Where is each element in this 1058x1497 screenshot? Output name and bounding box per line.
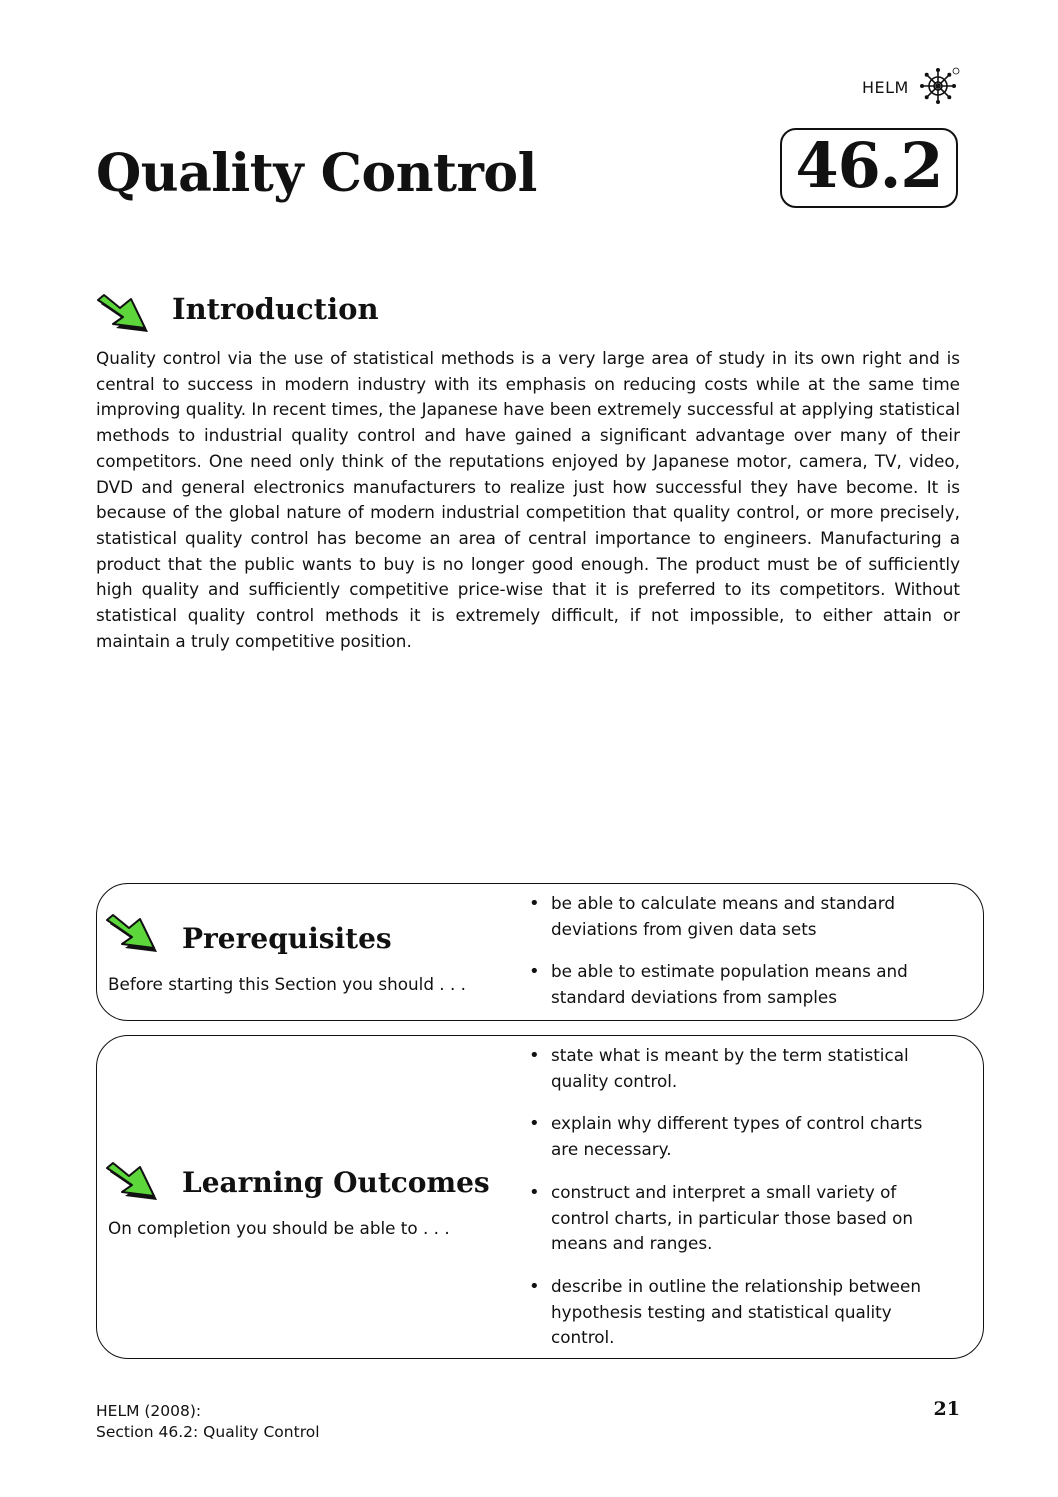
introduction-heading: Introduction	[172, 292, 379, 326]
learning-outcomes-subtitle: On completion you should be able to . . .	[108, 1218, 450, 1238]
list-item: • be able to estimate population means and standard deviations from samples	[529, 959, 939, 1010]
footer-line-2: Section 46.2: Quality Control	[96, 1423, 320, 1441]
helm-logo	[862, 66, 962, 106]
section-number-badge	[780, 128, 958, 208]
footer-citation	[96, 1401, 320, 1443]
learning-outcomes-list	[529, 1043, 939, 1368]
logo-text: HELM	[862, 78, 909, 97]
prerequisites-heading: Prerequisites	[182, 922, 392, 955]
introduction-text: Quality control via the use of statistical methods is a very large area of study in its own right and is central to success in modern industry with its emphasis on reducing costs while at the same time improving quality. In recent times, the Japanese have been extremely successful at applying statistical methods to industrial quality control and have gained a significant advantage over many of their competitors. One need only think of the reputations enjoyed by Japanese motor, camera, TV, video, DVD and general electronics manufacturers to realize just how successful they have become. It is because of the global nature of modern industrial competition that quality control, or more precisely, statistical quality control has become an area of central importance to engineers. Manufacturing a product that the public wants to buy is no longer good enough. The product must be of sufficiently high quality and sufficiently competitive price-wise that it is preferred to its competitors. Without statistical quality control methods it is extremely difficult, if not impossible, to either attain or maintain a truly competitive position.	[96, 348, 960, 651]
prerequisites-box	[96, 883, 984, 1021]
section-number: 46.2	[795, 129, 943, 202]
prerequisites-subtitle: Before starting this Section you should . . .	[108, 974, 466, 994]
green-arrow-icon	[105, 910, 163, 960]
page-title: Quality Control	[96, 143, 537, 204]
page-number: 21	[933, 1398, 960, 1420]
ship-wheel-icon	[920, 66, 960, 106]
learning-outcomes-heading: Learning Outcomes	[182, 1166, 490, 1199]
list-item: • explain why different types of control charts are necessary.	[529, 1111, 939, 1162]
green-arrow-icon	[105, 1158, 163, 1208]
list-item: • be able to calculate means and standard deviations from given data sets	[529, 891, 939, 942]
list-item: • construct and interpret a small variety of control charts, in particular those based on means and ranges.	[529, 1180, 939, 1257]
green-arrow-icon	[96, 290, 154, 340]
list-item: • state what is meant by the term statistical quality control.	[529, 1043, 939, 1094]
footer-line-1: HELM (2008):	[96, 1402, 202, 1420]
list-item: • describe in outline the relationship between hypothesis testing and statistical quality control.	[529, 1274, 939, 1351]
learning-outcomes-box	[96, 1035, 984, 1359]
prerequisites-list	[529, 891, 939, 1028]
